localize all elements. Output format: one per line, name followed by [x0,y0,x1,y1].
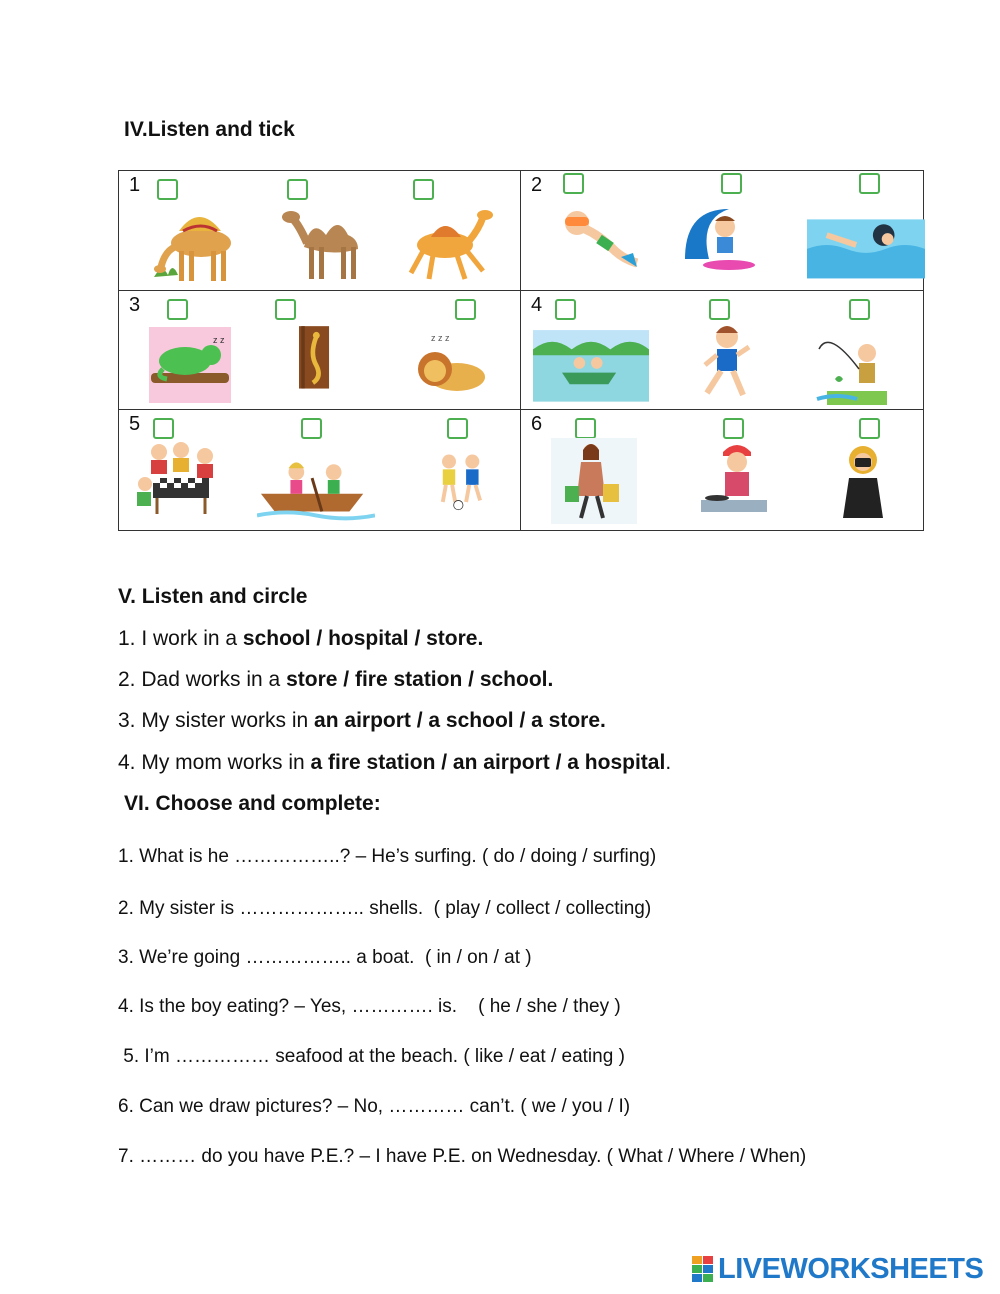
surf-icon [681,199,771,285]
logo-text: LIVEWORKSHEETS [718,1252,984,1285]
circle-option[interactable]: a store. [531,709,606,732]
complete-question: 5. I’m …………… seafood at the beach. ( like / eat / eating ) [118,1046,625,1067]
separator: / [435,751,453,774]
camel-icon [149,199,239,285]
option [799,297,909,407]
option [673,177,783,287]
tick-checkbox[interactable] [859,418,880,439]
section-5-title: V. Listen and circle [118,585,308,608]
rowing-icon [257,438,375,524]
circle-option[interactable]: an airport [452,751,550,774]
complete-question: 2. My sister is ……………….. shells. ( play / collect / collecting) [118,898,652,919]
option [397,297,507,407]
tick-checkbox[interactable] [721,173,742,194]
swim-icon [807,199,925,285]
grid-cell-1 [119,171,521,291]
tick-checkbox[interactable] [709,299,730,320]
tick-checkbox[interactable] [153,418,174,439]
complete-question: 7. ……… do you have P.E.? – I have P.E. on Wednesday. ( What / Where / When) [118,1146,807,1167]
grid-cell-5 [119,410,521,530]
grid-cell-3 [119,291,521,411]
option [397,416,507,526]
cell-number: 1 [129,174,141,196]
boat-fishing-icon [533,319,649,405]
option [543,177,653,287]
complete-question: 6. Can we draw pictures? – No, ………… can’t. ( we / you / I) [118,1096,631,1117]
grid-cell-2 [521,171,923,291]
tick-checkbox[interactable] [723,418,744,439]
separator: / [337,668,355,691]
option [673,416,783,526]
tick-checkbox[interactable] [157,179,178,200]
lion-icon [405,319,495,405]
option [141,416,251,526]
svg-text:z z z: z z z [431,332,450,343]
option [271,297,381,407]
circle-option[interactable]: an airport [314,709,411,732]
complete-question: 4. Is the boy eating? – Yes, …………. is. ( he / she / they ) [118,996,621,1017]
option [799,416,909,526]
running-icon [681,319,771,405]
cooking-icon [687,438,777,524]
tick-checkbox[interactable] [413,179,434,200]
circle-option[interactable]: hospital [328,627,409,650]
question-text: 3. My sister works in [118,709,315,732]
separator: / [513,709,532,732]
circle-option[interactable]: fire station [354,668,463,691]
tick-checkbox[interactable] [563,173,584,194]
tick-checkbox[interactable] [287,179,308,200]
cell-number: 6 [531,413,543,436]
chess-icon [133,438,223,524]
separator: / [408,627,427,650]
circle-option[interactable]: a hospital [567,751,666,774]
circle-option[interactable]: store. [426,627,484,650]
option [543,297,653,407]
section-4-title: IV.Listen and tick [124,118,295,141]
circle-option[interactable]: a fire station [310,751,436,774]
circle-question [118,751,671,775]
question-text: 1. I work in a [118,627,243,650]
circle-option[interactable]: school. [479,668,554,691]
cell-number: 4 [531,293,543,316]
shopping-icon [551,438,641,524]
circle-option[interactable]: a school [428,709,514,732]
photo-icon [827,438,917,524]
lizard-icon [299,297,351,405]
tick-checkbox[interactable] [301,418,322,439]
camel-icon [279,199,369,285]
tick-checkbox[interactable] [859,173,880,194]
logo-blocks-icon [692,1256,714,1282]
snorkel-icon [551,199,641,285]
tick-checkbox[interactable] [575,418,596,439]
separator: / [310,627,329,650]
tick-checkbox[interactable] [455,299,476,320]
svg-text:z z: z z [213,334,225,345]
circle-question [118,627,483,651]
option [141,177,251,287]
option [543,416,653,526]
grid-cell-6 [521,410,923,530]
chameleon-icon [149,319,239,405]
section-6-title: VI. Choose and complete: [124,792,381,815]
camel-icon [405,199,495,285]
complete-question: 1. What is he ……………..? – He’s surfing. ( do / doing / surfing) [118,846,657,867]
tick-checkbox[interactable] [447,418,468,439]
cell-number: 3 [129,293,141,316]
separator: / [410,709,429,732]
question-end: . [665,751,672,774]
tick-checkbox[interactable] [167,299,188,320]
football-icon [435,438,505,524]
option [141,297,251,407]
grid-cell-4 [521,291,923,411]
option [799,177,909,287]
separator: / [549,751,568,774]
option [271,177,381,287]
cell-number: 5 [129,413,141,436]
question-text: 2. Dad works in a [118,668,287,691]
option [271,416,381,526]
liveworksheets-logo[interactable] [692,1253,983,1285]
question-text: 4. My mom works in [118,751,311,774]
tick-grid [118,170,924,531]
tick-checkbox[interactable] [275,299,296,320]
option [397,177,507,287]
circle-option[interactable]: store [286,668,338,691]
separator: / [462,668,480,691]
tick-checkbox[interactable] [849,299,870,320]
option [673,297,783,407]
tick-checkbox[interactable] [555,299,576,320]
fishing-icon [807,319,897,405]
cell-number: 2 [531,174,543,196]
circle-question [118,709,606,733]
complete-question: 3. We’re going …………….. a boat. ( in / on / at ) [118,947,532,968]
circle-option[interactable]: school [242,627,311,650]
circle-question [118,668,553,692]
